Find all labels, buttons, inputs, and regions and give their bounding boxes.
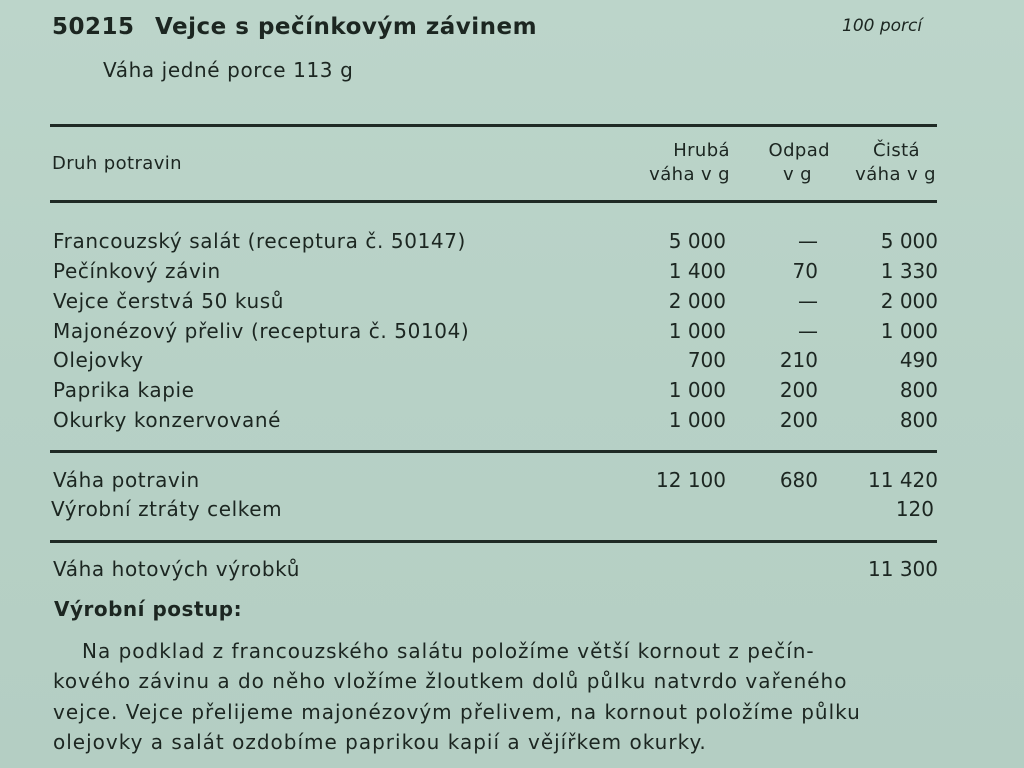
ingredient-name: Vejce čerstvá 50 kusů: [53, 289, 285, 313]
procedure-line: Na podklad z francouzského salátu položíme větší kornout z pečín-: [82, 639, 815, 663]
procedure-heading: Výrobní postup:: [54, 597, 243, 621]
ingredient-waste: —: [798, 229, 818, 253]
procedure-line: vejce. Vejce přelijeme majonézovým přelivem, na kornout položíme půlku: [53, 700, 861, 724]
total-net: 11 420: [868, 468, 938, 492]
column-header-net-line1: Čistá: [872, 140, 920, 161]
portion-weight: Váha jedné porce 113 g: [103, 58, 354, 82]
column-header-net-line2: váha v g: [855, 164, 936, 185]
ingredient-waste: 200: [779, 408, 818, 432]
total-gross: 12 100: [656, 468, 726, 492]
column-header-item: Druh potravin: [52, 153, 182, 174]
ingredient-waste: —: [798, 319, 818, 343]
column-header-waste-line2: v g: [783, 164, 812, 185]
column-header-gross-line2: váha v g: [649, 164, 730, 185]
finished-weight-net: 11 300: [868, 557, 938, 581]
ingredient-net: 800: [899, 378, 938, 402]
total-weight-label: Váha potravin: [53, 468, 200, 492]
procedure-line: kového závinu a do něho vložíme žloutkem dolů půlku natvrdo vařeného: [53, 669, 848, 693]
ingredient-name: Okurky konzervované: [53, 408, 282, 432]
finished-weight-label: Váha hotových výrobků: [53, 557, 300, 581]
ingredient-gross: 700: [687, 348, 726, 372]
ingredient-waste: 200: [779, 378, 818, 402]
production-losses-label: Výrobní ztráty celkem: [51, 497, 283, 521]
ingredient-gross: 1 000: [668, 378, 726, 402]
ingredient-net: 1 330: [880, 259, 938, 283]
production-losses-net: 120: [895, 497, 934, 521]
table-top-rule: [50, 124, 937, 127]
ingredient-name: Paprika kapie: [53, 378, 195, 402]
ingredient-gross: 2 000: [668, 289, 726, 313]
ingredient-name: Olejovky: [53, 348, 144, 372]
ingredient-gross: 5 000: [668, 229, 726, 253]
total-waste: 680: [779, 468, 818, 492]
column-header-gross-line1: Hrubá: [673, 140, 730, 161]
table-header-rule: [50, 200, 937, 203]
recipe-title: Vejce s pečínkovým závinem: [155, 14, 538, 40]
ingredient-waste: —: [798, 289, 818, 313]
column-header-waste-line1: Odpad: [768, 140, 830, 161]
ingredient-net: 800: [899, 408, 938, 432]
ingredient-net: 490: [899, 348, 938, 372]
recipe-code: 50215: [52, 14, 135, 40]
ingredient-gross: 1 400: [668, 259, 726, 283]
procedure-line: olejovky a salát ozdobíme paprikou kapií a vějířkem okurky.: [53, 730, 707, 754]
ingredient-gross: 1 000: [668, 408, 726, 432]
ingredient-name: Pečínkový závin: [53, 259, 221, 283]
ingredient-gross: 1 000: [668, 319, 726, 343]
ingredient-net: 1 000: [880, 319, 938, 343]
table-totals-rule: [50, 450, 937, 453]
ingredient-net: 2 000: [880, 289, 938, 313]
ingredient-waste: 70: [792, 259, 818, 283]
table-final-rule: [50, 540, 937, 543]
ingredient-name: Majonézový přeliv (receptura č. 50104): [53, 319, 470, 343]
ingredient-net: 5 000: [880, 229, 938, 253]
ingredient-waste: 210: [779, 348, 818, 372]
ingredient-name: Francouzský salát (receptura č. 50147): [53, 229, 466, 253]
portions-count: 100 porcí: [842, 16, 923, 36]
